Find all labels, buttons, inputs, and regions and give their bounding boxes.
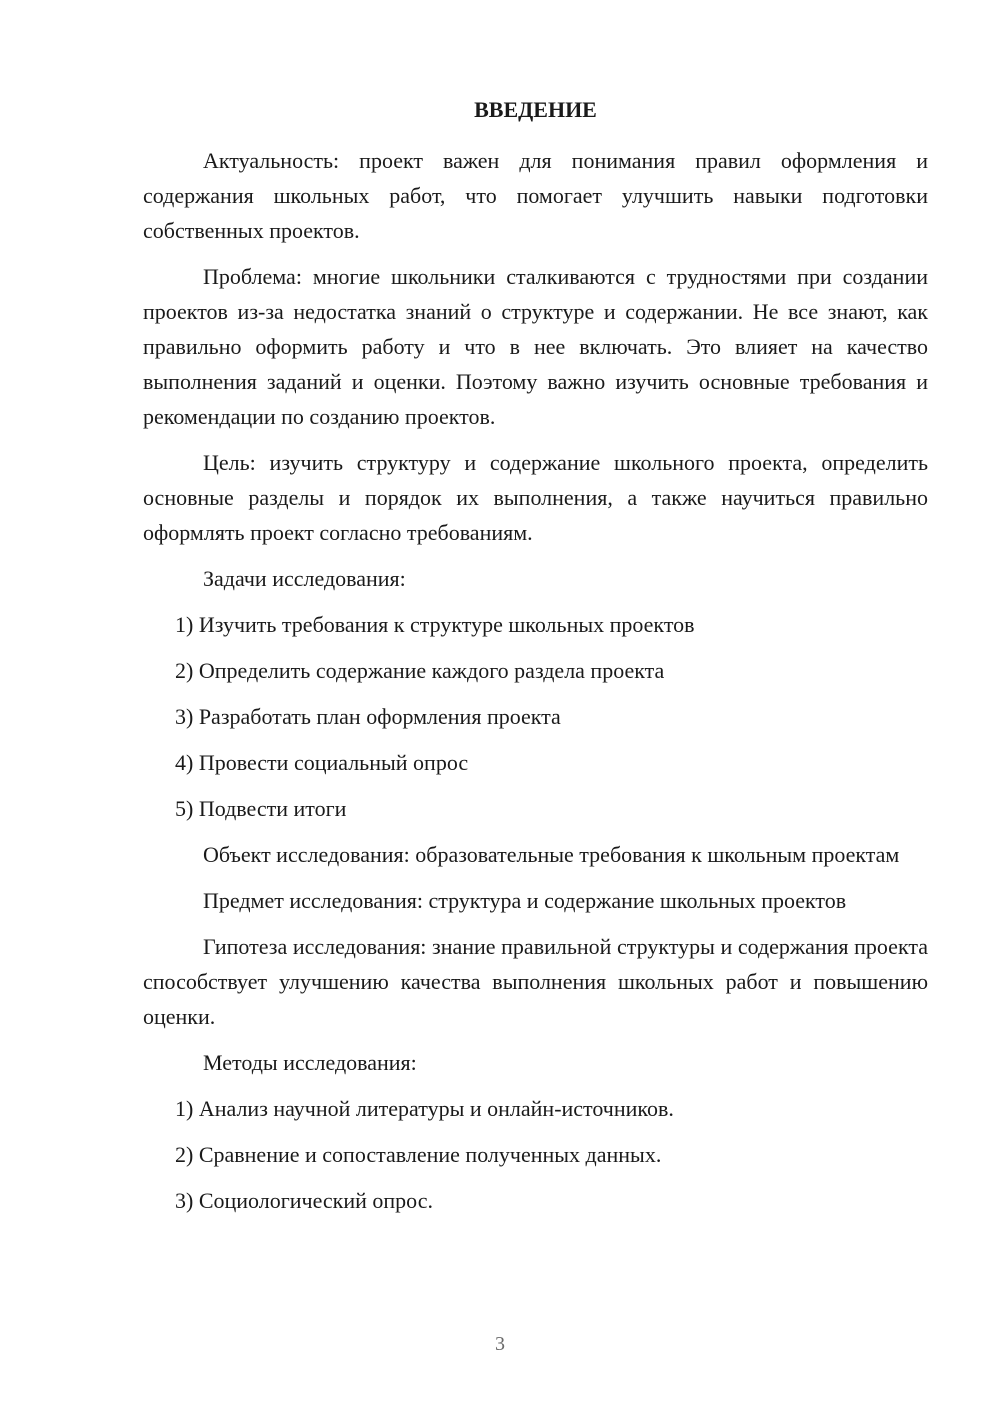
goal-paragraph: Цель: изучить структуру и содержание школьного проекта, определить основные разделы и порядок их выполнения, а также научиться правильно оформлять проект согласно требованиям. [143, 450, 928, 545]
list-item: 5) Подвести итоги [175, 796, 347, 821]
list-item: 3) Разработать план оформления проекта [175, 704, 561, 729]
methods-title: Методы исследования: [203, 1050, 417, 1075]
subject-paragraph: Предмет исследования: структура и содержание школьных проектов [203, 888, 847, 913]
tasks-title: Задачи исследования: [203, 566, 406, 591]
object-paragraph: Объект исследования: образовательные требования к школьным проектам [203, 842, 900, 867]
hypothesis-paragraph: Гипотеза исследования: знание правильной структуры и содержания проекта способствует улучшению качества выполнения школьных работ и повышению оценки. [143, 934, 928, 1029]
list-item: 3) Социологический опрос. [175, 1188, 433, 1213]
document-page [143, 92, 928, 1229]
relevance-paragraph: Актуальность: проект важен для понимания правил оформления и содержания школьных работ, что помогает улучшить навыки подготовки собственных проектов. [143, 148, 928, 243]
list-item: 2) Сравнение и сопоставление полученных данных. [175, 1142, 662, 1167]
problem-paragraph: Проблема: многие школьники сталкиваются с трудностями при создании проектов из-за недостатка знаний о структуре и содержании. Не все знают, как правильно оформить работу и что в нее включать. Это влияет на качество выполнения заданий и оценки. Поэтому важно изучить основные требования и рекомендации по созданию проектов. [143, 264, 928, 429]
list-item: 1) Изучить требования к структуре школьных проектов [175, 612, 695, 637]
list-item: 1) Анализ научной литературы и онлайн-источников. [175, 1096, 674, 1121]
page-number: 3 [495, 1333, 505, 1355]
list-item: 4) Провести социальный опрос [175, 750, 469, 775]
list-item: 2) Определить содержание каждого раздела проекта [175, 658, 665, 683]
section-heading: ВВЕДЕНИЕ [474, 97, 597, 122]
